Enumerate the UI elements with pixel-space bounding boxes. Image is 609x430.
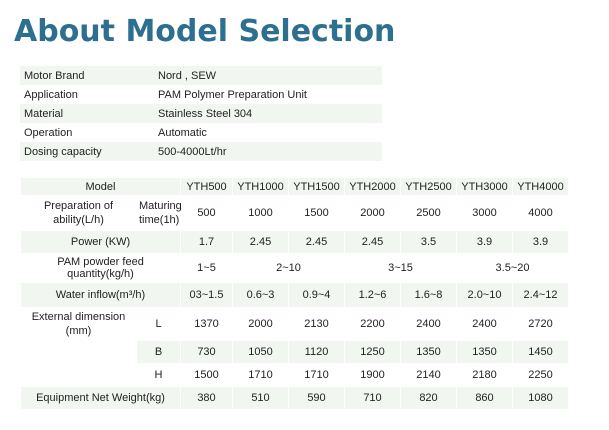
spec-label: Application [20, 85, 154, 104]
dimension-b-value: 1450 [513, 341, 569, 364]
spec-row [20, 104, 382, 123]
table-row [21, 387, 569, 410]
prep-value: 500 [181, 196, 233, 231]
dimension-label: External dimension (mm) [21, 308, 137, 341]
prep-label: Preparation of ability(L/h) [21, 196, 137, 231]
table-row [21, 231, 569, 254]
table-row [21, 254, 569, 283]
prep-value: 1000 [233, 196, 289, 231]
weight-value: 1080 [513, 387, 569, 410]
prep-value: 3000 [457, 196, 513, 231]
power-value: 2.45 [289, 231, 345, 254]
prep-value: 1500 [289, 196, 345, 231]
spec-row [20, 142, 382, 161]
table-row [21, 341, 569, 364]
weight-value: 510 [233, 387, 289, 410]
spec-label: Motor Brand [20, 66, 154, 85]
weight-value: 820 [401, 387, 457, 410]
weight-value: 380 [181, 387, 233, 410]
dimension-b-label: B [137, 341, 181, 364]
dimension-b-value: 1120 [289, 341, 345, 364]
spec-value: Stainless Steel 304 [154, 104, 382, 123]
dimension-b-value: 1250 [345, 341, 401, 364]
dimension-h-value: 2140 [401, 364, 457, 387]
spec-row [20, 85, 382, 104]
spec-value: Automatic [154, 123, 382, 142]
spec-table [20, 66, 382, 161]
weight-value: 710 [345, 387, 401, 410]
spec-row [20, 66, 382, 85]
dimension-h-value: 1710 [289, 364, 345, 387]
dimension-h-value: 2250 [513, 364, 569, 387]
prep-value: 2500 [401, 196, 457, 231]
power-label: Power (KW) [21, 231, 181, 254]
table-row [21, 364, 569, 387]
spec-label: Operation [20, 123, 154, 142]
model-name: YTH4000 [513, 178, 569, 196]
pam-value: 3.5~20 [457, 254, 569, 283]
dimension-h-value: 1710 [233, 364, 289, 387]
page-title: About Model Selection [14, 14, 396, 49]
dimension-h-value: 1500 [181, 364, 233, 387]
model-name: YTH500 [181, 178, 233, 196]
dimension-b-value: 1350 [401, 341, 457, 364]
dimension-b-value: 1050 [233, 341, 289, 364]
weight-value: 590 [289, 387, 345, 410]
spec-label: Material [20, 104, 154, 123]
weight-value: 860 [457, 387, 513, 410]
water-value: 1.2~6 [345, 283, 401, 308]
table-row [21, 196, 569, 231]
water-value: 2.0~10 [457, 283, 513, 308]
spec-value: 500-4000Lt/hr [154, 142, 382, 161]
dimension-l-value: 2000 [233, 308, 289, 341]
model-name: YTH1000 [233, 178, 289, 196]
model-name: YTH1500 [289, 178, 345, 196]
dimension-h-label: H [137, 364, 181, 387]
pam-value: 1~5 [181, 254, 233, 283]
model-table [20, 177, 569, 410]
dimension-b-value: 730 [181, 341, 233, 364]
dimension-l-value: 2400 [401, 308, 457, 341]
dimension-b-value: 1350 [457, 341, 513, 364]
maturing-label: Maturing time(1h) [137, 196, 181, 231]
dimension-l-value: 1370 [181, 308, 233, 341]
weight-label: Equipment Net Weight(kg) [21, 387, 181, 410]
power-value: 3.9 [457, 231, 513, 254]
water-value: 2.4~12 [513, 283, 569, 308]
model-name: YTH2000 [345, 178, 401, 196]
water-label: Water inflow(m³/h) [21, 283, 181, 308]
prep-value: 2000 [345, 196, 401, 231]
pam-label: PAM powder feed quantity(kg/h) [21, 254, 181, 283]
spec-value: Nord , SEW [154, 66, 382, 85]
power-value: 3.5 [401, 231, 457, 254]
dimension-h-value: 1900 [345, 364, 401, 387]
power-value: 2.45 [345, 231, 401, 254]
pam-value: 2~10 [233, 254, 345, 283]
dimension-l-value: 2720 [513, 308, 569, 341]
power-value: 1.7 [181, 231, 233, 254]
spec-label: Dosing capacity [20, 142, 154, 161]
table-row [21, 178, 569, 196]
dimension-l-label: L [137, 308, 181, 341]
power-value: 3.9 [513, 231, 569, 254]
water-value: 0.9~4 [289, 283, 345, 308]
pam-value: 3~15 [345, 254, 457, 283]
model-name: YTH3000 [457, 178, 513, 196]
dimension-l-value: 2130 [289, 308, 345, 341]
power-value: 2.45 [233, 231, 289, 254]
spec-value: PAM Polymer Preparation Unit [154, 85, 382, 104]
empty-cell [21, 364, 137, 387]
dimension-h-value: 2180 [457, 364, 513, 387]
empty-cell [21, 341, 137, 364]
spec-row [20, 123, 382, 142]
table-row [21, 283, 569, 308]
water-value: 03~1.5 [181, 283, 233, 308]
model-name: YTH2500 [401, 178, 457, 196]
table-row [21, 308, 569, 341]
prep-value: 4000 [513, 196, 569, 231]
water-value: 0.6~3 [233, 283, 289, 308]
model-header: Model [21, 178, 181, 196]
water-value: 1.6~8 [401, 283, 457, 308]
dimension-l-value: 2400 [457, 308, 513, 341]
dimension-l-value: 2200 [345, 308, 401, 341]
